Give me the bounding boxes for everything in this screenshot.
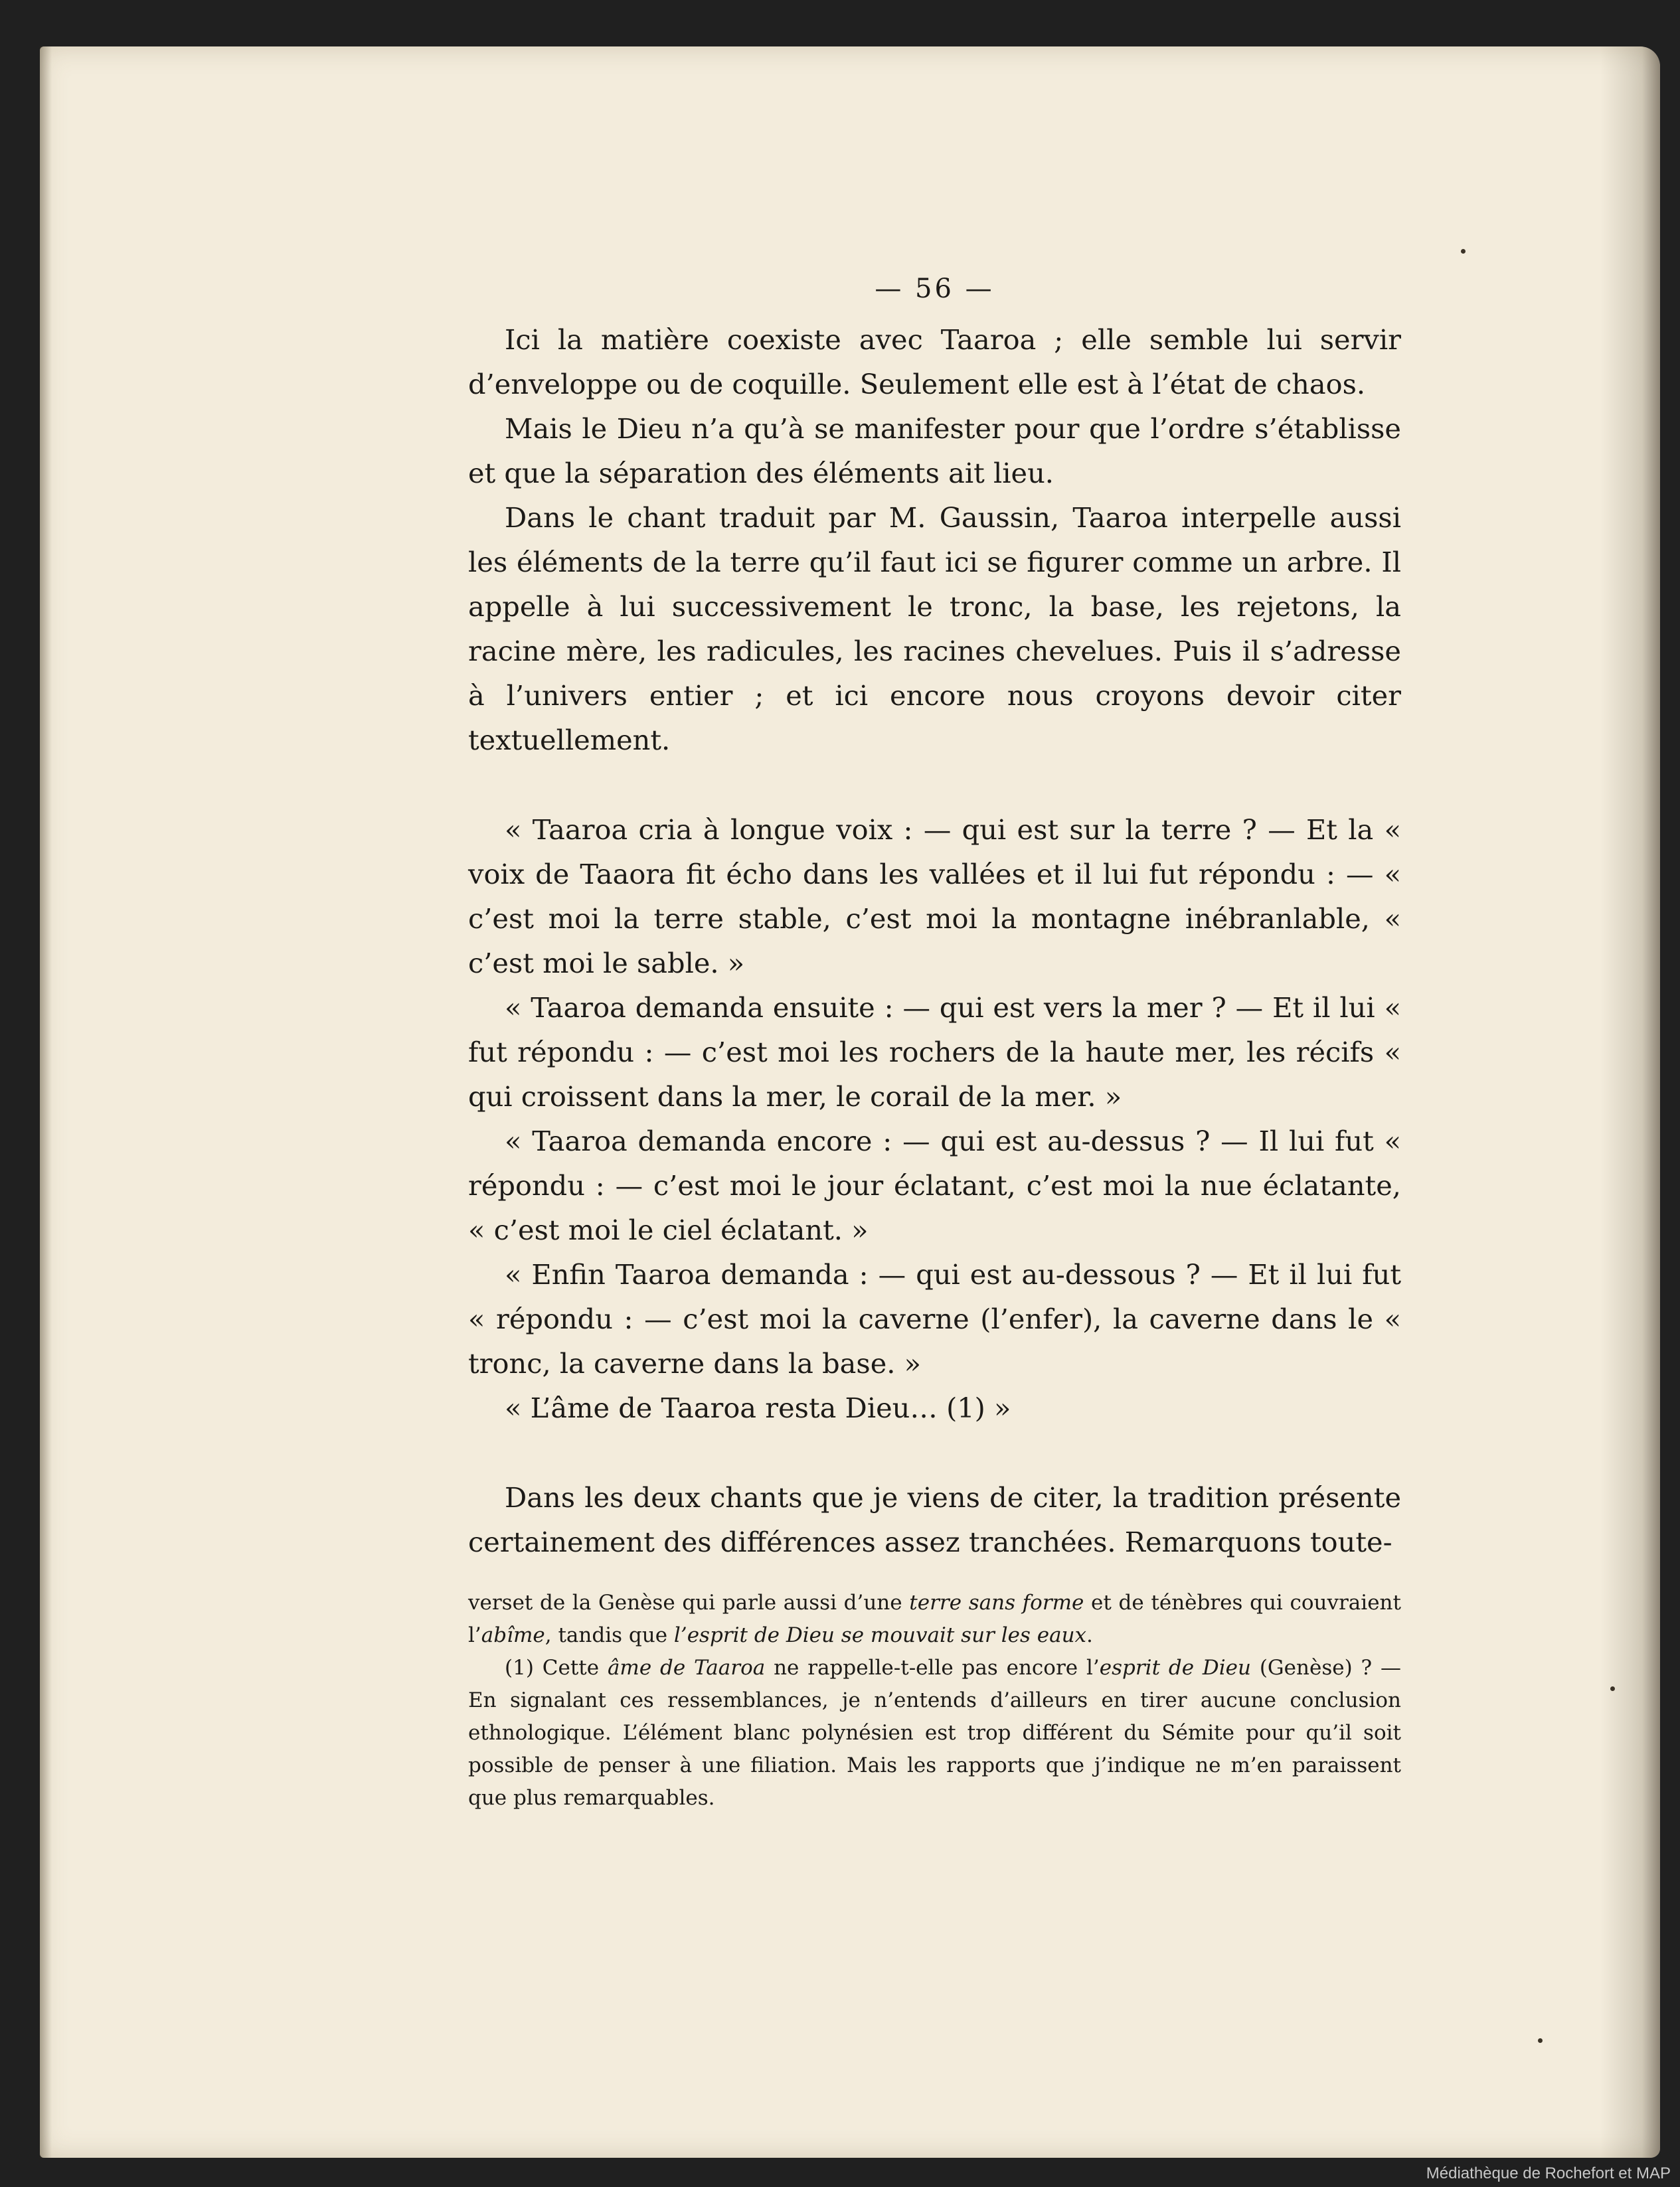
paragraph: Dans le chant traduit par M. Gaussin, Taaroa interpelle aussi les éléments de la terre qu’il faut ici se figurer comme un arbre. Il appelle à lui successivement le tronc, la base, les rejetons, la racine mère, les radicules, les racines chevelues. Puis il s’adresse à l’univers entier ; et ici encore nous croyons devoir citer textuellement. [468, 501, 1401, 756]
page-gutter-shadow [40, 46, 52, 2158]
footnote-text: , tandis que [545, 1623, 674, 1647]
footnote-italic: esprit de Dieu [1099, 1656, 1251, 1680]
quote-paragraph: « L’âme de Taaroa resta Dieu… (1) » [505, 1392, 1011, 1424]
page-number: — 56 — [875, 274, 995, 304]
quote-paragraph: « Taaroa demanda encore : — qui est au-dessus ? — Il lui fut « répondu : — c’est moi le jour éclatant, c’est moi la nue éclatante, « c’est moi le ciel éclatant. » [468, 1125, 1401, 1246]
quotation-block [468, 807, 1401, 1430]
footnotes [468, 1587, 1401, 1815]
paragraph: Mais le Dieu n’a qu’à se manifester pour que l’ordre s’établisse et que la séparation des éléments ait lieu. [468, 412, 1401, 489]
paragraph: Dans les deux chants que je viens de citer, la tradition présente certainement des différences assez tranchées. Remarquons toute- [468, 1481, 1401, 1558]
footnote-1 [468, 1652, 1401, 1815]
footnote-text: et de ténèbres qui couvraient l’ [468, 1591, 1401, 1647]
footnote-continuation [468, 1587, 1401, 1652]
footnote-text: verset de la Genèse qui parle aussi d’une [468, 1591, 910, 1615]
paper-speck [1538, 2038, 1543, 2043]
footnote-italic: l’esprit de Dieu se mouvait sur les eaux [673, 1623, 1087, 1647]
footnote-text: . [1086, 1623, 1093, 1647]
main-text [468, 317, 1401, 1564]
footnote-text: (Genèse) ? — En signalant ces ressemblances, je n’entends d’ailleurs en tirer aucune conclusion ethnologique. L’élément blanc polynésien est trop différent du Sémite pour qu’il soit possible de penser à une filiation. Mais les rapports que j’indique ne m’en paraissent que plus remarquables. [468, 1656, 1401, 1810]
closing-paragraph-wrapper [468, 1475, 1401, 1564]
quote-paragraph: « Taaroa demanda ensuite : — qui est vers la mer ? — Et il lui « fut répondu : — c’est moi les rochers de la haute mer, les récifs « qui croissent dans la mer, le corail de la mer. » [468, 991, 1401, 1113]
page-edge-shadow [1600, 46, 1660, 2158]
library-credit: Médiathèque de Rochefort et MAP [1426, 2164, 1671, 2182]
paragraph: Ici la matière coexiste avec Taaroa ; elle semble lui servir d’enveloppe ou de coquille. Seulement elle est à l’état de chaos. [468, 323, 1401, 400]
footnote-text: ne rappelle-t-elle pas encore l’ [765, 1656, 1100, 1680]
paper-speck [1461, 249, 1466, 254]
footnote-italic: âme de Taaroa [607, 1656, 766, 1680]
quote-paragraph: « Enfin Taaroa demanda : — qui est au-dessous ? — Et il lui fut « répondu : — c’est moi la caverne (l’enfer), la caverne dans le « tronc, la caverne dans la base. » [468, 1258, 1401, 1380]
footnote-text: (1) Cette [505, 1656, 608, 1680]
paper-speck [1610, 1686, 1615, 1691]
quote-paragraph: « Taaroa cria à longue voix : — qui est sur la terre ? — Et la « voix de Taaora fit écho dans les vallées et il lui fut répondu : — « c’est moi la terre stable, c’est moi la montagne inébranlable, « c’est moi le sable. » [468, 813, 1401, 979]
footnote-italic: abîme [481, 1623, 545, 1647]
footnote-italic: terre sans forme [909, 1591, 1084, 1615]
